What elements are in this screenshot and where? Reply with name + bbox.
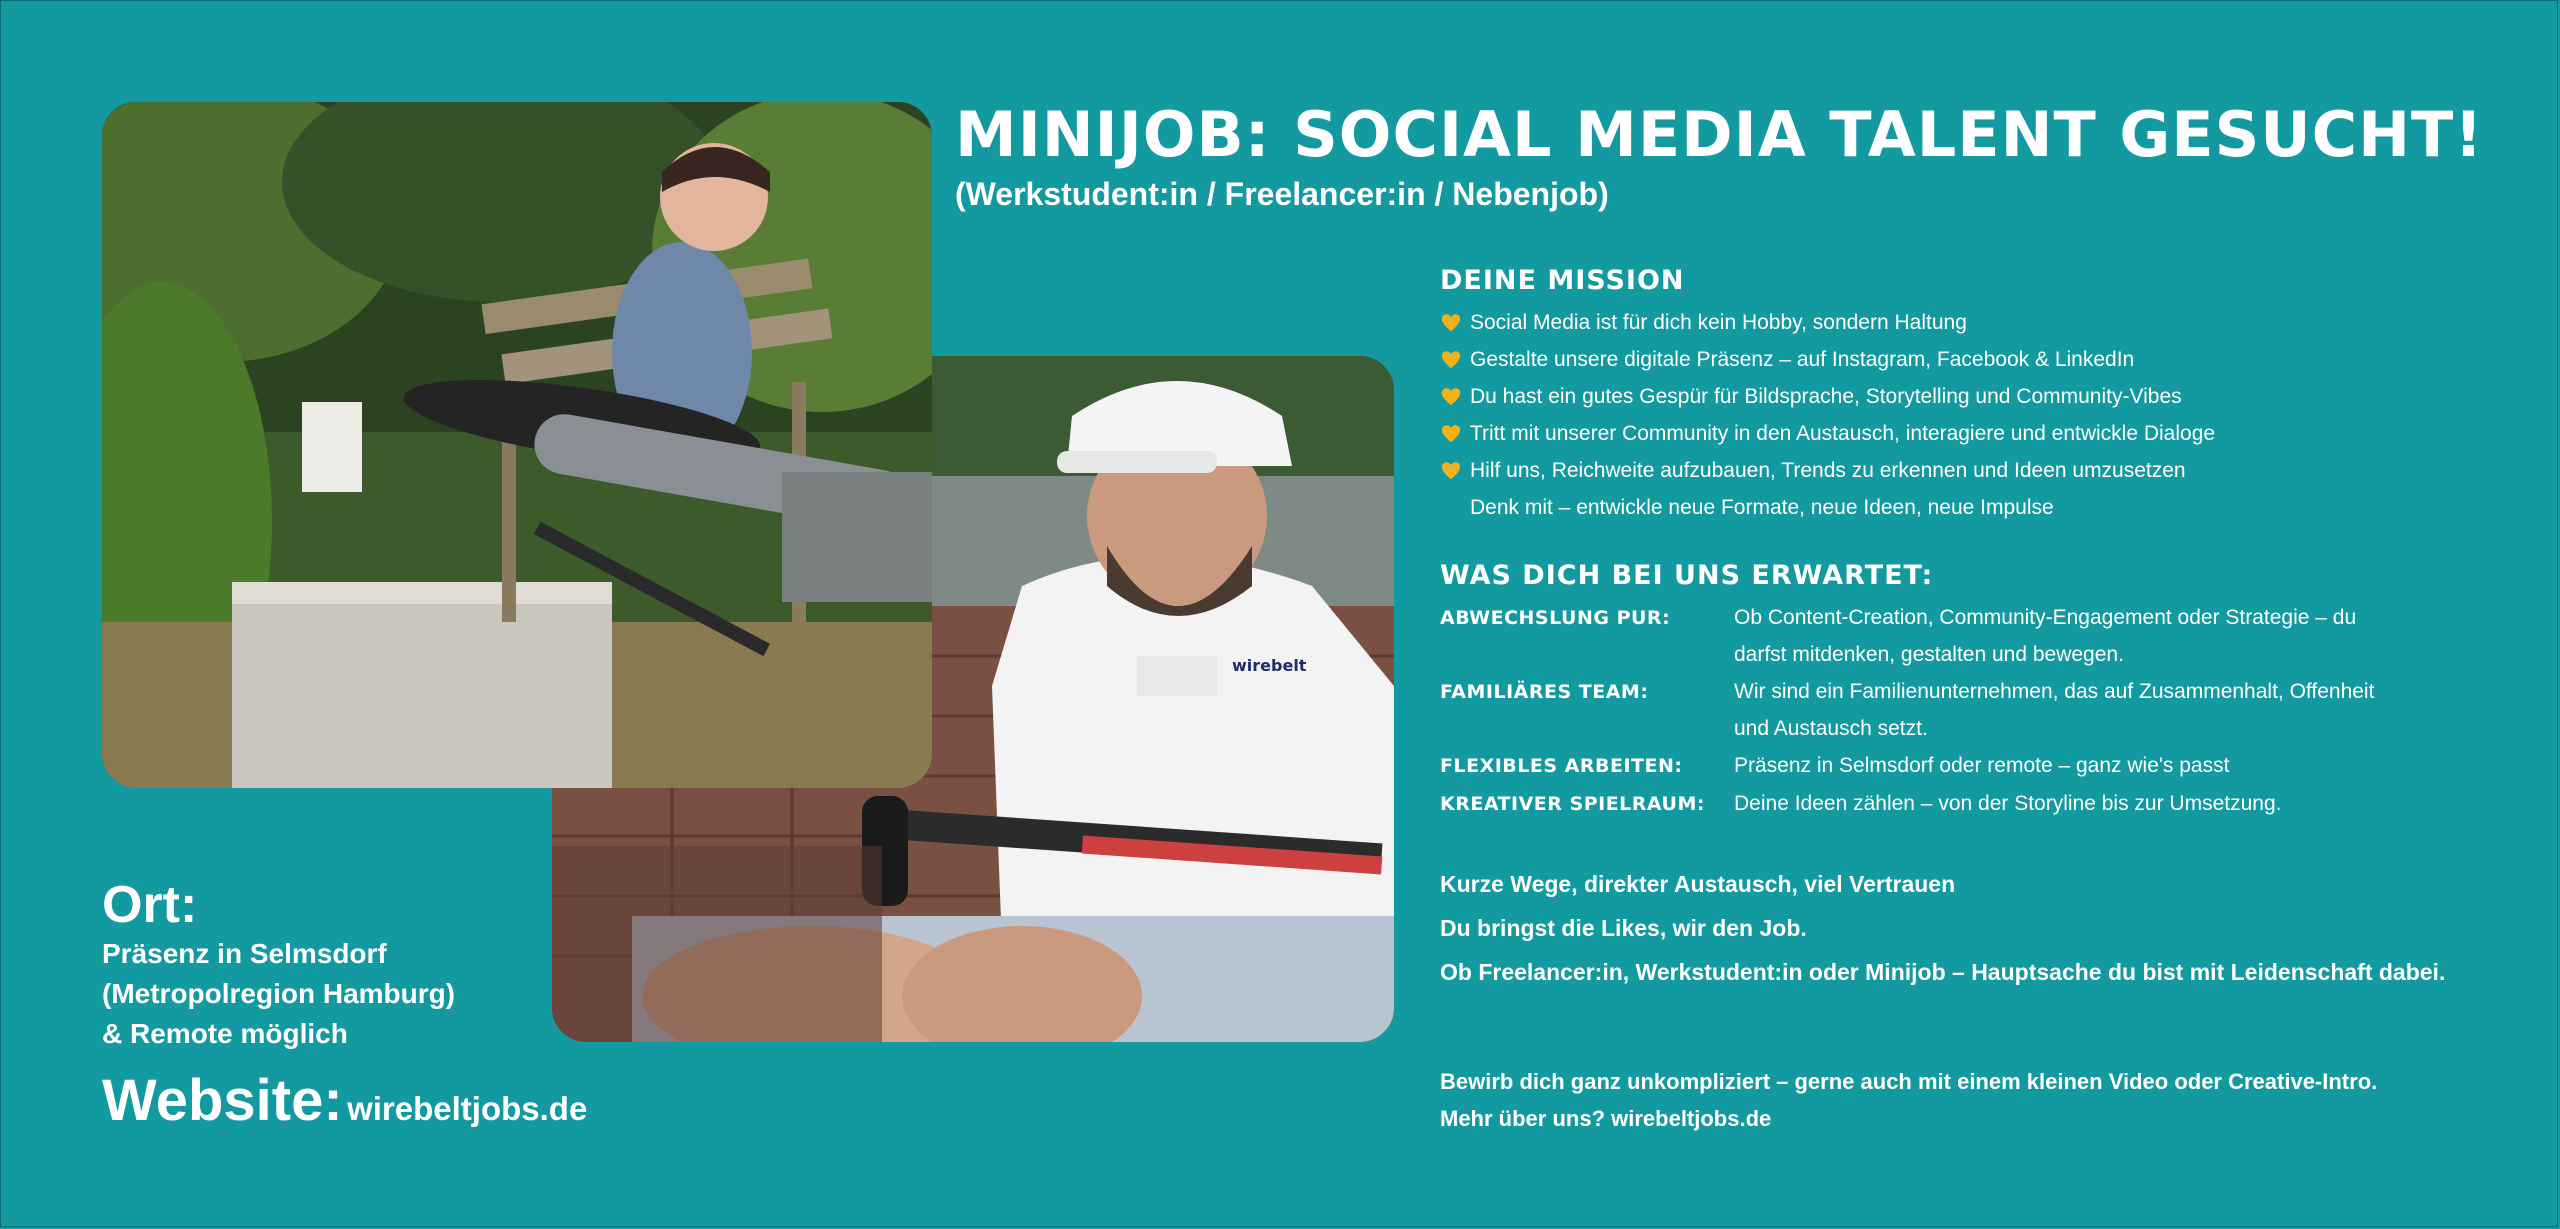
mission-item-text: Du hast ein gutes Gespür für Bildsprache, Storytelling und Community-Vibes: [1470, 385, 2182, 408]
spacer: [1440, 497, 1470, 519]
location-line: & Remote möglich: [102, 1018, 348, 1049]
svg-text:wirebelt: wirebelt: [1232, 656, 1307, 675]
mission-item-text: Gestalte unsere digitale Präsenz – auf Instagram, Facebook & LinkedIn: [1470, 348, 2135, 371]
apply-link-line[interactable]: Mehr über uns? wirebeltjobs.de: [1440, 1106, 1772, 1131]
heart-icon: [1440, 423, 1470, 445]
list-item: [1440, 341, 2520, 378]
mission-item-text: Social Media ist für dich kein Hobby, sondern Haltung: [1470, 311, 1967, 334]
expect-desc: Präsenz in Selmsdorf oder remote – ganz wie's passt: [1734, 754, 2230, 777]
closing-line: Ob Freelancer:in, Werkstudent:in oder Minijob – Hauptsache du bist mit Leidenschaft dabei.: [1440, 959, 2446, 985]
website-block: [102, 1067, 587, 1134]
apply-section: [1440, 1063, 2520, 1137]
closing-section: [1440, 862, 2520, 994]
location-block: [102, 876, 455, 1054]
location-label: Ort:: [102, 876, 198, 934]
page-subtitle: (Werkstudent:in / Freelancer:in / Nebenjob): [955, 176, 1609, 212]
closing-line: Kurze Wege, direkter Austausch, viel Vertrauen: [1440, 871, 1956, 897]
list-item: [1440, 378, 2520, 415]
woman-on-bench-photo: [102, 102, 932, 788]
list-item: [1440, 304, 2520, 341]
list-item: [1440, 415, 2520, 452]
website-label: Website:: [102, 1068, 343, 1133]
mission-item-text: Hilf uns, Reichweite aufzubauen, Trends zu erkennen und Ideen umzusetzen: [1470, 459, 2186, 482]
expect-desc: Wir sind ein Familienunternehmen, das auf Zusammenhalt, Offenheit und Austausch setzt.: [1734, 680, 2375, 740]
table-row: [1440, 599, 2394, 673]
table-row: [1440, 785, 2394, 823]
mission-list: [1440, 304, 2520, 526]
heart-icon: [1440, 386, 1470, 408]
expect-desc: Ob Content-Creation, Community-Engagement oder Strategie – du darfst mitdenken, gestalten und bewegen.: [1734, 606, 2357, 666]
expect-desc: Deine Ideen zählen – von der Storyline bis zur Umsetzung.: [1734, 792, 2282, 815]
expect-title: WAS DICH BEI UNS ERWARTET:: [1440, 560, 1934, 591]
list-item: [1440, 489, 2520, 526]
heart-icon: [1440, 349, 1470, 371]
expect-table: [1440, 599, 2394, 823]
expect-section: [1440, 560, 2520, 823]
heart-icon: [1440, 312, 1470, 334]
expect-term: FAMILIÄRES TEAM:: [1440, 681, 1649, 703]
mission-title: DEINE MISSION: [1440, 265, 1685, 296]
list-item: [1440, 452, 2520, 489]
page-title: MINIJOB: SOCIAL MEDIA TALENT GESUCHT!: [955, 98, 2484, 171]
mission-item-text: Denk mit – entwickle neue Formate, neue Ideen, neue Impulse: [1470, 496, 2054, 519]
table-row: [1440, 673, 2394, 747]
expect-term: KREATIVER SPIELRAUM:: [1440, 793, 1705, 815]
closing-line: Du bringst die Likes, wir den Job.: [1440, 915, 1807, 941]
location-line: (Metropolregion Hamburg): [102, 978, 456, 1009]
location-line: Präsenz in Selmsdorf: [102, 938, 387, 969]
apply-line: Bewirb dich ganz unkompliziert – gerne auch mit einem kleinen Video oder Creative-Intro.: [1440, 1069, 2378, 1094]
expect-term: ABWECHSLUNG PUR:: [1440, 607, 1671, 629]
expect-term: FLEXIBLES ARBEITEN:: [1440, 755, 1683, 777]
mission-section: [1440, 265, 2520, 526]
mission-item-text: Tritt mit unserer Community in den Austausch, interagiere und entwickle Dialoge: [1470, 422, 2216, 445]
heart-icon: [1440, 460, 1470, 482]
table-row: [1440, 747, 2394, 785]
website-link[interactable]: wirebeltjobs.de: [347, 1090, 588, 1127]
